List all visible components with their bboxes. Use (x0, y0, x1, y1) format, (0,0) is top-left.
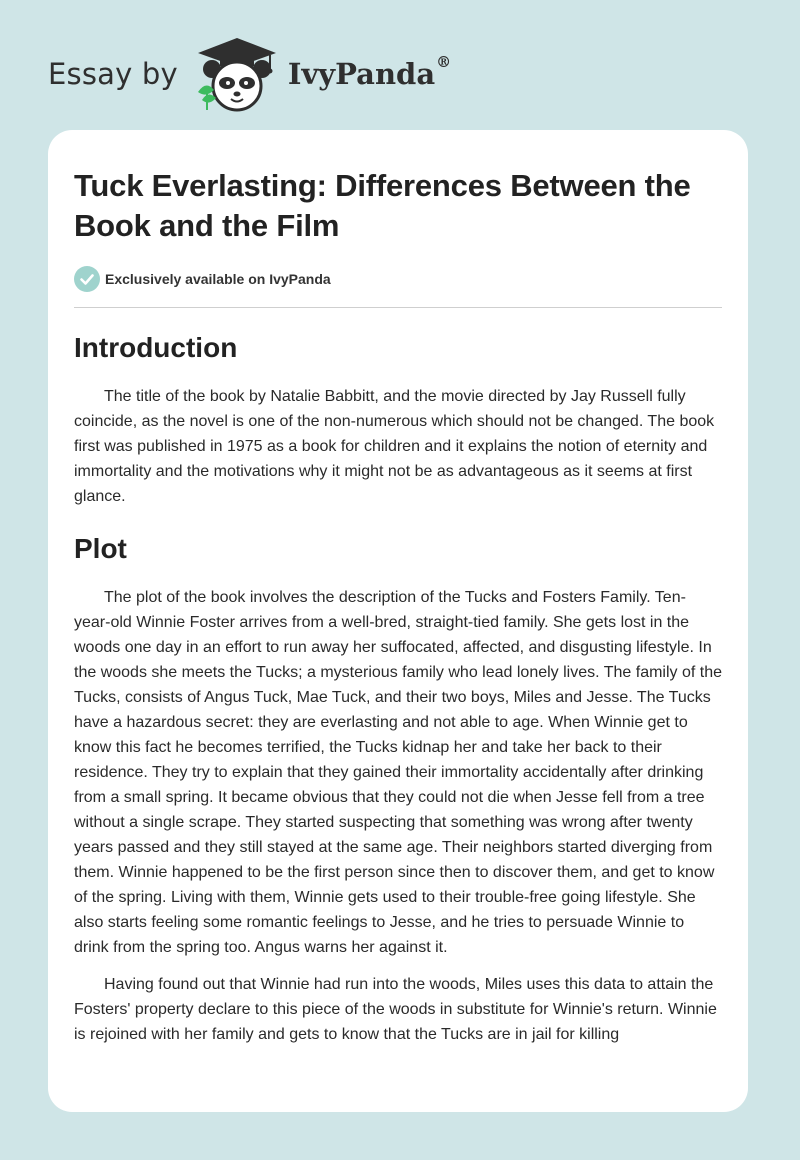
essay-card (48, 130, 748, 1112)
paragraph: Having found out that Winnie had run into the woods, Miles uses this data to attain the Fosters' property declare to this piece of the woods in substitute for Winnie's return. Winnie is rejoined with her family and gets to know that the Tucks are in jail for killing (74, 976, 717, 1043)
section-heading: Plot (74, 533, 127, 564)
title-divider (74, 307, 722, 308)
essay-title: Tuck Everlasting: Differences Between the Book and the Film (74, 168, 691, 243)
exclusive-badge (74, 266, 722, 292)
section-plot (74, 529, 722, 1047)
registered-mark: ® (436, 53, 452, 71)
brand-header (48, 34, 451, 114)
section-heading: Introduction (74, 332, 238, 363)
brand-name: IvyPanda® (287, 53, 452, 91)
panda-logo-icon (192, 36, 282, 112)
brand-prefix: Essay by (48, 57, 178, 91)
check-icon (74, 266, 100, 292)
exclusive-badge-text: Exclusively available on IvyPanda (105, 271, 331, 287)
paragraph: The title of the book by Natalie Babbitt, and the movie directed by Jay Russell fully coincide, as the novel is one of the non-numerous which should not be changed. The book first was published in 1975 as a book for children and it explains the notion of eternity and immortality and the motivations why it might not be as advantageous as it seems at first glance. (74, 388, 715, 505)
section-introduction (74, 328, 722, 509)
paragraph: The plot of the book involves the description of the Tucks and Fosters Family. Ten-year-old Winnie Foster arrives from a well-bred, straight-tied family. She gets lost in the woods one day in an effort to run away her suffocated, affected, and disgusting lifestyle. In the woods she meets the Tucks; a mysterious family who lead lonely lives. The family of the Tucks, consists of Angus Tuck, Mae Tuck, and their two boys, Miles and Jesse. The Tucks have a hazardous secret: they are everlasting and not able to age. When Winnie get to know this fact he becomes terrified, the Tucks kidnap her and take her back to their residence. They try to explain that they gained their immortality accidentally after drinking from a small spring. It became obvious that they could not die when Jesse fell from a tree without a single scrape. They started suspecting that something was wrong after twenty years passed and they still stayed at the same age. Their neighbors started diverging from them. Winnie happened to be the first person since then to discover them, and get to know of the spring. Living with them, Winnie gets used to their trouble-free going lifestyle. She also starts feeling some romantic feelings to Jesse, and he tries to persuade Winnie to drink from the spring too. Angus warns her against it. (74, 589, 722, 956)
